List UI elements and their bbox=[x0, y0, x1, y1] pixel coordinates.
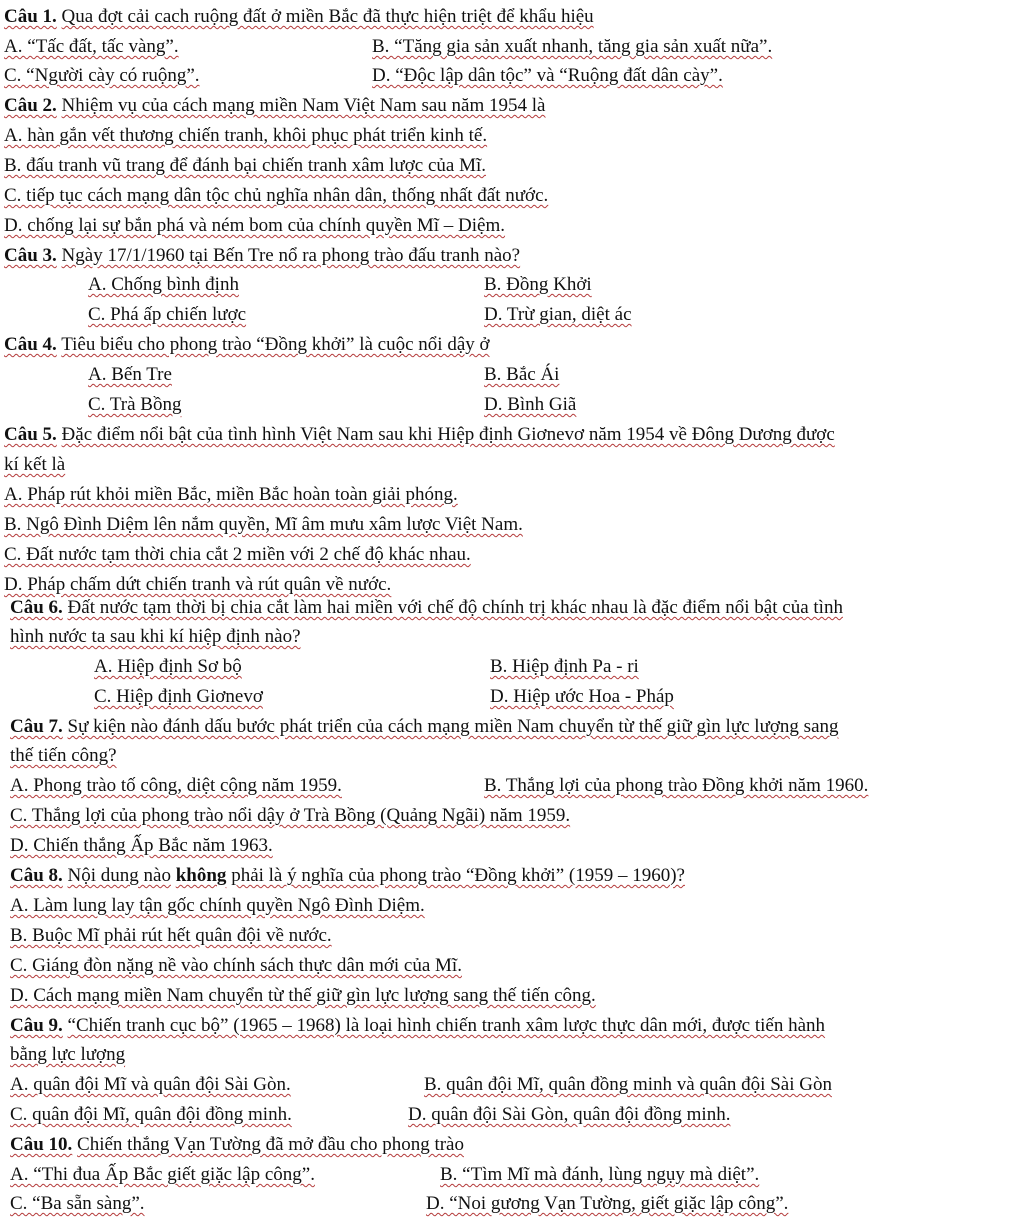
option-text: C. Thắng lợi của phong trào nổi dậy ở Trà Bồng (Quảng Ngãi) năm 1959. bbox=[10, 805, 571, 826]
question-7-option-a bbox=[10, 774, 342, 798]
question-4-option-c bbox=[88, 393, 181, 417]
question-text: “Chiến tranh cục bộ” (1965 – 1968) là loại hình chiến tranh xâm lược thực dân mới, được tiến hành bbox=[67, 1015, 826, 1036]
question-6-stem-cont bbox=[10, 625, 301, 649]
question-text: kí kết là bbox=[4, 454, 66, 475]
question-label: Câu 9. bbox=[10, 1015, 63, 1036]
question-text: Ngày 17/1/1960 tại Bến Tre nổ ra phong trào đấu tranh nào? bbox=[61, 245, 521, 266]
question-6-stem bbox=[10, 596, 843, 620]
question-text: Đất nước tạm thời bị chia cắt làm hai miền với chế độ chính trị khác nhau là đặc điểm nổi bật của tình bbox=[67, 597, 843, 618]
question-8-option-b bbox=[10, 924, 332, 948]
question-4-stem bbox=[4, 333, 490, 357]
question-7-stem bbox=[10, 715, 839, 739]
question-text: Qua đợt cải cach ruộng đất ở miền Bắc đã thực hiện triệt để khẩu hiệu bbox=[61, 6, 594, 27]
question-4-option-d bbox=[484, 393, 576, 417]
question-7-stem-cont bbox=[10, 744, 117, 768]
question-text: phải là ý nghĩa của phong trào “Đồng khởi” (1959 – 1960)? bbox=[231, 865, 685, 886]
question-text: thế tiến công? bbox=[10, 745, 117, 766]
question-9-option-a bbox=[10, 1073, 291, 1097]
question-3-stem bbox=[4, 244, 520, 268]
question-5-option-c bbox=[4, 543, 471, 567]
option-text: C. Phá ấp chiến lược bbox=[88, 304, 247, 325]
question-text: Đặc điểm nổi bật của tình hình Việt Nam sau khi Hiệp định Giơnevơ năm 1954 về Đông Dương được bbox=[61, 424, 835, 445]
option-text: C. Trà Bồng bbox=[88, 394, 182, 415]
question-9-option-c bbox=[10, 1103, 292, 1127]
option-text: D. “Noi gương Vạn Tường, giết giặc lập công”. bbox=[426, 1193, 789, 1214]
question-7-option-b bbox=[484, 774, 868, 798]
option-text: C. Giáng đòn nặng nề vào chính sách thực dân mới của Mĩ. bbox=[10, 955, 462, 976]
option-text: D. Chiến thắng Ấp Bắc năm 1963. bbox=[10, 835, 273, 856]
question-4-option-b bbox=[484, 363, 559, 387]
option-text: C. “Người cày có ruộng”. bbox=[4, 65, 200, 86]
question-label: Câu 5. bbox=[4, 424, 57, 445]
option-text: B. “Tăng gia sản xuất nhanh, tăng gia sản xuất nữa”. bbox=[372, 36, 773, 57]
option-text: A. Pháp rút khỏi miền Bắc, miền Bắc hoàn toàn giải phóng. bbox=[4, 484, 458, 505]
option-text: A. Bến Tre bbox=[88, 364, 172, 385]
question-text: Sự kiện nào đánh dấu bước phát triển của cách mạng miền Nam chuyển từ thế giữ gìn lực lượng sang bbox=[67, 716, 839, 737]
question-10-option-a bbox=[10, 1163, 315, 1187]
question-2-option-b bbox=[4, 154, 486, 178]
question-text: hình nước ta sau khi kí hiệp định nào? bbox=[10, 626, 301, 647]
question-emphasis: không bbox=[175, 865, 227, 886]
question-5-option-b bbox=[4, 513, 523, 537]
option-text: D. Bình Giã bbox=[484, 394, 577, 415]
question-6-option-b bbox=[490, 655, 639, 679]
option-text: C. Đất nước tạm thời chia cắt 2 miền với 2 chế độ khác nhau. bbox=[4, 544, 471, 565]
question-label: Câu 7. bbox=[10, 716, 63, 737]
question-7-option-d bbox=[10, 834, 273, 858]
question-3-option-c bbox=[88, 303, 246, 327]
option-text: A. quân đội Mĩ và quân đội Sài Gòn. bbox=[10, 1074, 291, 1095]
option-text: B. quân đội Mĩ, quân đồng minh và quân đội Sài Gòn bbox=[424, 1074, 832, 1095]
question-7-option-c bbox=[10, 804, 570, 828]
option-text: C. quân đội Mĩ, quân đội đồng minh. bbox=[10, 1104, 292, 1125]
question-text: Nhiệm vụ của cách mạng miền Nam Việt Nam sau năm 1954 là bbox=[61, 95, 546, 116]
option-text: B. Đồng Khởi bbox=[484, 274, 592, 295]
option-text: A. Hiệp định Sơ bộ bbox=[94, 656, 242, 677]
question-5-option-a bbox=[4, 483, 458, 507]
option-text: B. Thắng lợi của phong trào Đồng khởi năm 1960. bbox=[484, 775, 869, 796]
question-text: bằng lực lượng bbox=[10, 1044, 126, 1065]
question-label: Câu 10. bbox=[10, 1134, 73, 1155]
question-1-option-c bbox=[4, 64, 200, 88]
option-text: B. “Tìm Mĩ mà đánh, lùng ngụy mà diệt”. bbox=[440, 1164, 760, 1185]
question-5-option-d bbox=[4, 573, 391, 597]
question-10-option-c bbox=[10, 1192, 145, 1216]
question-3-option-b bbox=[484, 273, 592, 297]
question-label: Câu 4. bbox=[4, 334, 57, 355]
question-label: Câu 2. bbox=[4, 95, 57, 116]
option-text: A. Phong trào tố công, diệt cộng năm 1959. bbox=[10, 775, 342, 796]
question-2-option-c bbox=[4, 184, 548, 208]
question-label: Câu 8. bbox=[10, 865, 63, 886]
question-2-option-a bbox=[4, 124, 487, 148]
question-3-option-d bbox=[484, 303, 632, 327]
question-1-option-b bbox=[372, 35, 772, 59]
option-text: D. Pháp chấm dứt chiến tranh và rút quân về nước. bbox=[4, 574, 392, 595]
question-5-stem-cont bbox=[4, 453, 65, 477]
option-text: A. Chống bình định bbox=[88, 274, 239, 295]
option-text: C. “Ba sẵn sàng”. bbox=[10, 1193, 145, 1214]
question-6-option-a bbox=[94, 655, 242, 679]
option-text: D. “Độc lập dân tộc” và “Ruộng đất dân cày”. bbox=[372, 65, 723, 86]
option-text: A. Làm lung lay tận gốc chính quyền Ngô Đình Diệm. bbox=[10, 895, 425, 916]
question-4-option-a bbox=[88, 363, 172, 387]
question-2-option-d bbox=[4, 214, 505, 238]
question-8-stem bbox=[10, 864, 685, 888]
question-label: Câu 6. bbox=[10, 597, 63, 618]
option-text: B. Buộc Mĩ phải rút hết quân đội về nước. bbox=[10, 925, 332, 946]
question-text: Tiêu biểu cho phong trào “Đồng khởi” là cuộc nổi dậy ở bbox=[61, 334, 490, 355]
question-9-option-b bbox=[424, 1073, 832, 1097]
question-6-option-c bbox=[94, 685, 263, 709]
option-text: D. quân đội Sài Gòn, quân đội đồng minh. bbox=[408, 1104, 731, 1125]
question-9-stem bbox=[10, 1014, 825, 1038]
question-1-option-a bbox=[4, 35, 179, 59]
option-text: B. Hiệp định Pa - ri bbox=[490, 656, 639, 677]
option-text: B. đấu tranh vũ trang để đánh bại chiến tranh xâm lược của Mĩ. bbox=[4, 155, 487, 176]
option-text: D. chống lại sự bắn phá và ném bom của chính quyền Mĩ – Diệm. bbox=[4, 215, 506, 236]
question-1-option-d bbox=[372, 64, 723, 88]
question-8-option-a bbox=[10, 894, 425, 918]
option-text: B. Ngô Đình Diệm lên nắm quyền, Mĩ âm mưu xâm lược Việt Nam. bbox=[4, 514, 523, 535]
option-text: C. Hiệp định Giơnevơ bbox=[94, 686, 263, 707]
option-text: C. tiếp tục cách mạng dân tộc chủ nghĩa nhân dân, thống nhất đất nước. bbox=[4, 185, 549, 206]
option-text: B. Bắc Ái bbox=[484, 364, 560, 385]
option-text: D. Hiệp ước Hoa - Pháp bbox=[490, 686, 674, 707]
question-9-option-d bbox=[408, 1103, 730, 1127]
question-label: Câu 3. bbox=[4, 245, 57, 266]
question-8-option-d bbox=[10, 984, 596, 1008]
question-10-stem bbox=[10, 1133, 464, 1157]
question-2-stem bbox=[4, 94, 545, 118]
option-text: A. hàn gắn vết thương chiến tranh, khôi phục phát triển kinh tế. bbox=[4, 125, 488, 146]
option-text: D. Trừ gian, diệt ác bbox=[484, 304, 632, 325]
question-8-option-c bbox=[10, 954, 462, 978]
question-3-option-a bbox=[88, 273, 239, 297]
question-text: Nội dung nào bbox=[67, 865, 171, 886]
question-text: Chiến thắng Vạn Tường đã mở đầu cho phong trào bbox=[77, 1134, 464, 1155]
question-10-option-d bbox=[426, 1192, 788, 1216]
option-text: A. “Tấc đất, tấc vàng”. bbox=[4, 36, 179, 57]
question-1-stem bbox=[4, 5, 594, 29]
question-5-stem bbox=[4, 423, 835, 447]
question-6-option-d bbox=[490, 685, 674, 709]
option-text: D. Cách mạng miền Nam chuyển từ thế giữ gìn lực lượng sang thế tiến công. bbox=[10, 985, 596, 1006]
question-label: Câu 1. bbox=[4, 6, 57, 27]
question-9-stem-cont bbox=[10, 1043, 125, 1067]
question-10-option-b bbox=[440, 1163, 759, 1187]
option-text: A. “Thi đua Ấp Bắc giết giặc lập công”. bbox=[10, 1164, 315, 1185]
